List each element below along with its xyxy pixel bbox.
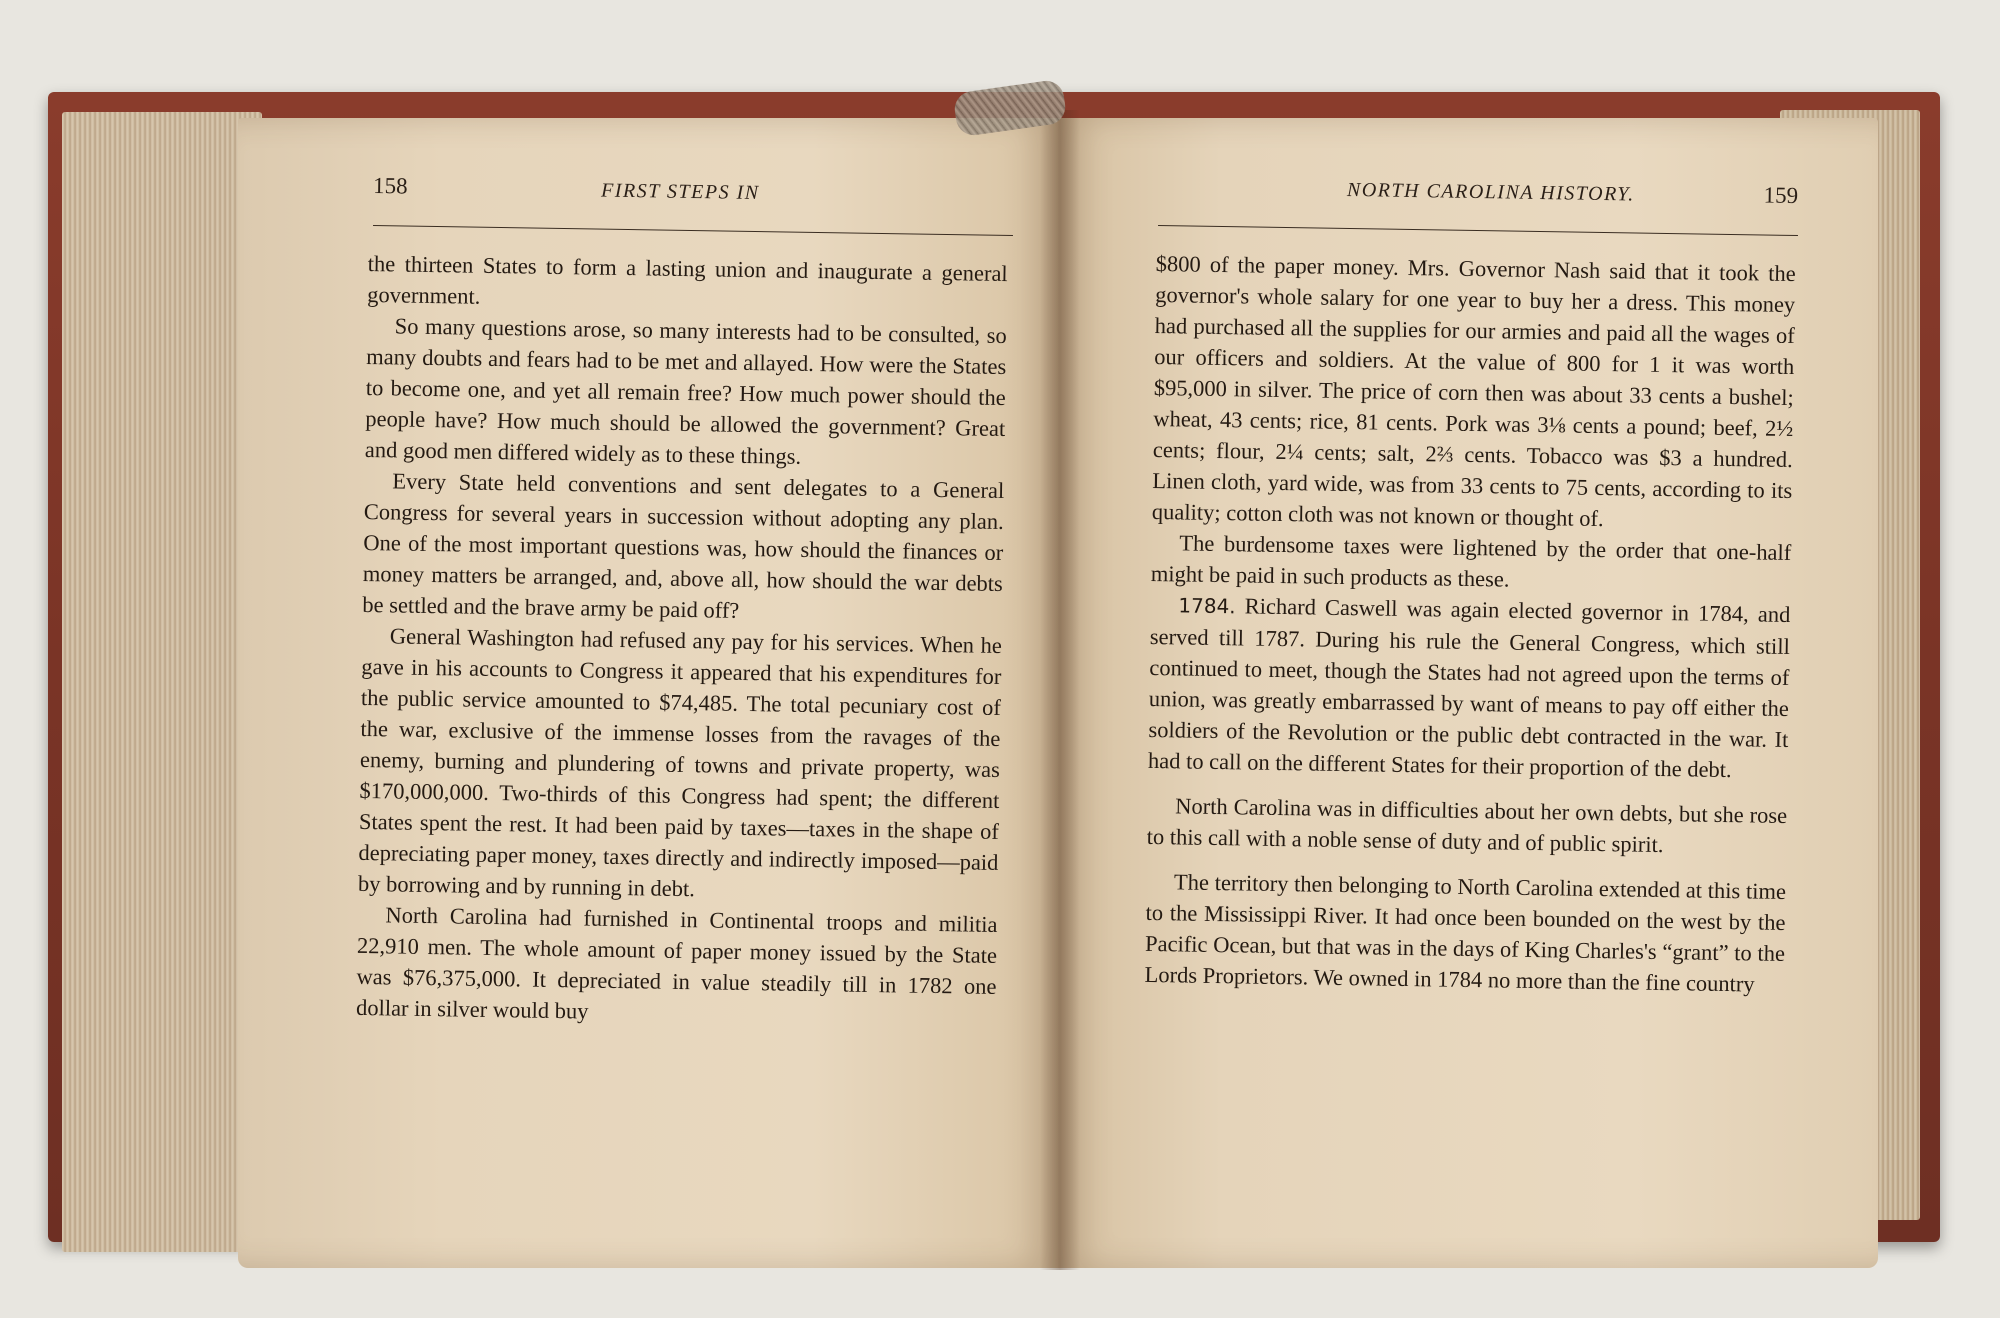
left-text-block — [356, 248, 1008, 1033]
left-paragraph-3: Every State held conventions and sent delegates to a General Congress for several years in succession without adopting any plan. One of the most important questions was, how should the finances or money matters be arranged, and, above all, how should the war debts be settled and the brave army be paid off? — [362, 468, 1005, 623]
left-page-header — [373, 173, 1014, 223]
right-page-header — [1158, 173, 1799, 223]
right-paragraph-4: The territory then belonging to North Carolina extended at this time to the Mississippi River. It had once been bounded on the west by the Pacific Ocean, but that was in the days of King Charles's “grant” to the Lords Proprietors. We owned in 1784 no more than the fine country — [1144, 869, 1787, 997]
right-page — [1058, 118, 1878, 1268]
left-page-number: 158 — [372, 172, 408, 199]
left-page-edges — [62, 112, 262, 1252]
left-paragraph-5: North Carolina had furnished in Continental troops and militia 22,910 men. The whole amount of paper money issued by the State was $76,375,000. It depreciated in value steadily till in 1782 one dollar in silver would buy — [355, 902, 998, 1024]
spine-gutter — [1040, 110, 1080, 1270]
year-1784-label: 1784. — [1178, 593, 1236, 619]
left-page — [238, 118, 1058, 1268]
left-header-rule — [373, 225, 1013, 236]
right-page-number: 159 — [1763, 182, 1799, 209]
left-paragraph-4: General Washington had refused any pay for his services. When he gave in his accounts to Congress it appeared that his expenditures for the public service amounted to $74,485. The total pecuniary cost of the war, exclusive of the immense losses from the ravages of the enemy, burning and plundering of towns and private property, was $170,000,000. Two-thirds of this Congress had spent; the different States spent the rest. It had been paid by taxes—taxes in the shape of depreciating paper money, taxes directly and indirectly imposed—paid by borrowing and by running in debt. — [357, 623, 1003, 902]
right-paragraph-3: North Carolina was in difficulties about her own debts, but she rose to this call with a noble sense of duty and of public spirit. — [1146, 793, 1788, 858]
right-running-head: NORTH CAROLINA HISTORY. — [1346, 178, 1635, 206]
left-running-head: FIRST STEPS IN — [600, 179, 760, 205]
right-paragraph-2: The burdensome taxes were lightened by the order that one-half might be paid in such products as these. — [1150, 530, 1792, 592]
right-paragraph-1784-text: Richard Caswell was again elected governor in 1784, and served till 1787. During his rule the General Congress, which still continued to meet, though the States had not agreed upon the terms of union, was greatly embarrassed by want of means to pay off either the soldiers of the Revolution or the public debt contracted in the war. It had to call on the different States for their proportion of the debt. — [1147, 593, 1791, 783]
left-paragraph-2: So many questions arose, so many interests had to be consulted, so many doubts and fears had to be met and allayed. How were the States to become one, and yet all remain free? How much power should the people have? How much should be allowed the government? Great and good men differed widely as to these things. — [364, 313, 1007, 469]
right-paragraph-1: $800 of the paper money. Mrs. Governor Nash said that it took the governor's whole salary for one year to buy her a dress. This money had purchased all the supplies for our armies and paid all the wages of our officers and soldiers. At the value of 800 for 1 it was worth $95,000 in silver. The price of corn then was about 33 cents a bushel; wheat, 43 cents; rice, 81 cents. Pork was 3⅛ cents a pound; beef, 2½ cents; flour, 2¼ cents; salt, 2⅔ cents. Tobacco was $3 a hundred. Linen cloth, yard wide, was from 33 cents to 75 cents, according to its quality; cotton cloth was not known or thought of. — [1151, 250, 1796, 532]
right-header-rule — [1158, 225, 1798, 236]
right-paragraph-1784 — [1148, 589, 1791, 786]
right-text-block — [1144, 248, 1796, 1000]
left-paragraph-1: the thirteen States to form a lasting union and inaugurate a general government. — [367, 250, 1008, 309]
